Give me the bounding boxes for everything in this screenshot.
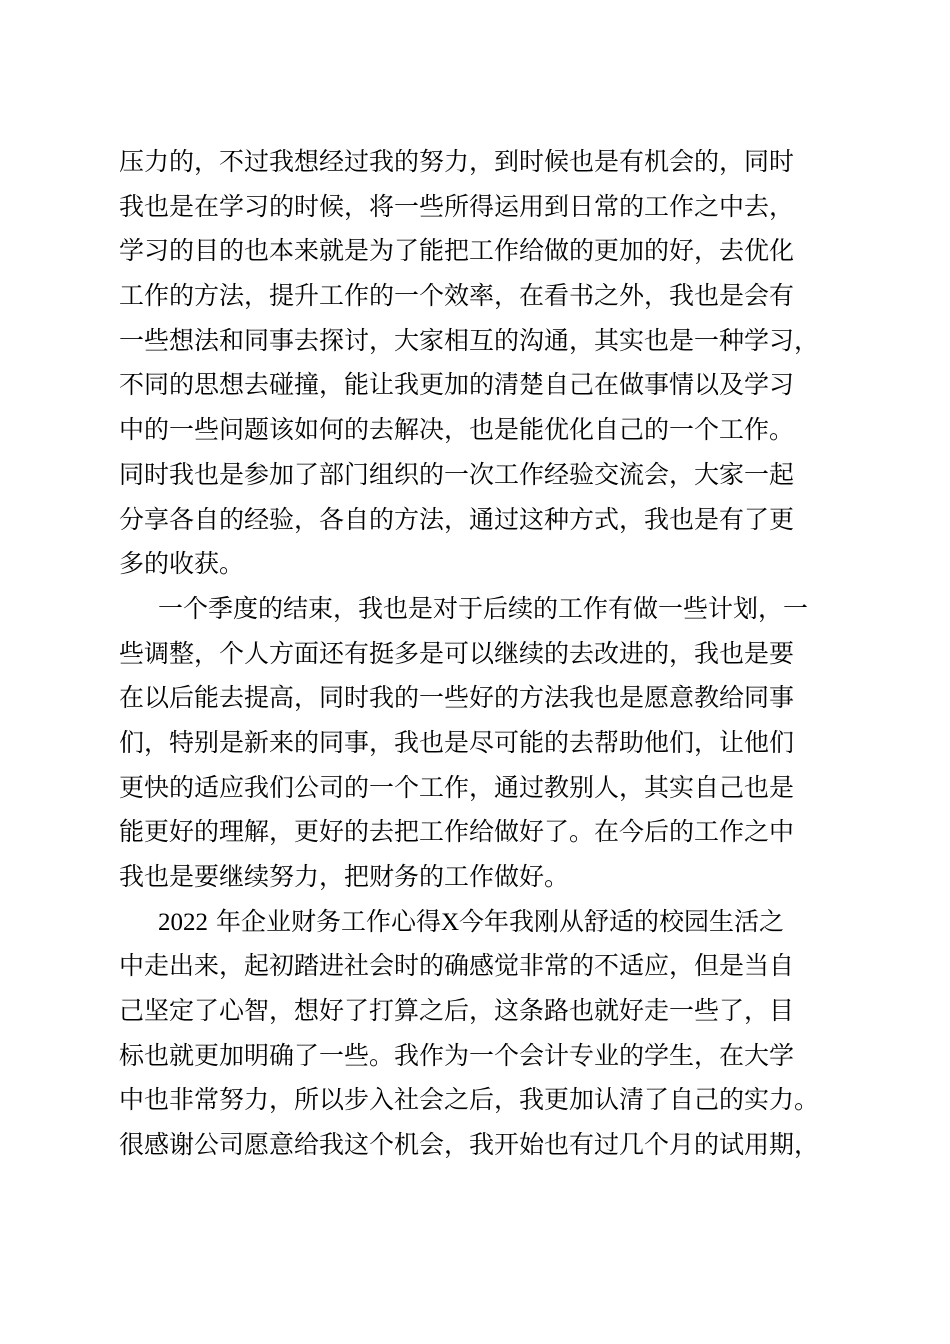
text-line-2: 我也是在学习的时候，将一些所得运用到日常的工作之中去， bbox=[119, 192, 795, 221]
text-line-15: 更快的适应我们公司的一个工作，通过教别人，其实自己也是 bbox=[119, 773, 795, 802]
text-line-13: 在以后能去提高，同时我的一些好的方法我也是愿意教给同事 bbox=[119, 683, 795, 712]
text-line-22: 中也非常努力，所以步入社会之后，我更加认清了自己的实力。 bbox=[119, 1085, 820, 1114]
heading-marker: X bbox=[440, 909, 460, 936]
text-line-18-rest: 今年我刚从舒适的校园生活之 bbox=[459, 907, 785, 936]
text-line-5: 一些想法和同事去探讨，大家相互的沟通，其实也是一种学习， bbox=[119, 326, 820, 355]
text-line-10: 多的收获。 bbox=[119, 549, 245, 578]
text-line-1: 压力的，不过我想经过我的努力，到时候也是有机会的，同时 bbox=[119, 147, 795, 176]
text-line-16: 能更好的理解，更好的去把工作给做好了。在今后的工作之中 bbox=[119, 817, 795, 846]
text-line-19: 中走出来，起初踏进社会时的确感觉非常的不适应，但是当自 bbox=[119, 951, 795, 980]
text-line-7: 中的一些问题该如何的去解决，也是能优化自己的一个工作。 bbox=[119, 415, 795, 444]
text-line-3: 学习的目的也本来就是为了能把工作给做的更加的好，去优化 bbox=[119, 236, 795, 265]
text-line-4: 工作的方法，提升工作的一个效率，在看书之外，我也是会有 bbox=[119, 281, 795, 310]
heading-title: 年企业财务工作心得 bbox=[215, 907, 441, 936]
text-line-23: 很感谢公司愿意给我这个机会，我开始也有过几个月的试用期， bbox=[119, 1130, 820, 1159]
text-line-9: 分享各自的经验，各自的方法，通过这种方式，我也是有了更 bbox=[119, 505, 795, 534]
text-line-20: 己坚定了心智，想好了打算之后，这条路也就好走一些了，目 bbox=[119, 996, 795, 1025]
text-line-11: 一个季度的结束，我也是对于后续的工作有做一些计划，一 bbox=[158, 594, 809, 623]
text-line-21: 标也就更加明确了一些。我作为一个会计专业的学生，在大学 bbox=[119, 1041, 795, 1070]
text-line-6: 不同的思想去碰撞，能让我更加的清楚自己在做事情以及学习 bbox=[119, 370, 795, 399]
heading-year: 2022 bbox=[158, 909, 208, 936]
text-line-17: 我也是要继续努力，把财务的工作做好。 bbox=[119, 862, 570, 891]
text-line-8: 同时我也是参加了部门组织的一次工作经验交流会，大家一起 bbox=[119, 460, 795, 489]
text-line-18 bbox=[158, 907, 858, 937]
text-line-12: 些调整，个人方面还有挺多是可以继续的去改进的，我也是要 bbox=[119, 639, 795, 668]
text-line-14: 们，特别是新来的同事，我也是尽可能的去帮助他们，让他们 bbox=[119, 728, 795, 757]
